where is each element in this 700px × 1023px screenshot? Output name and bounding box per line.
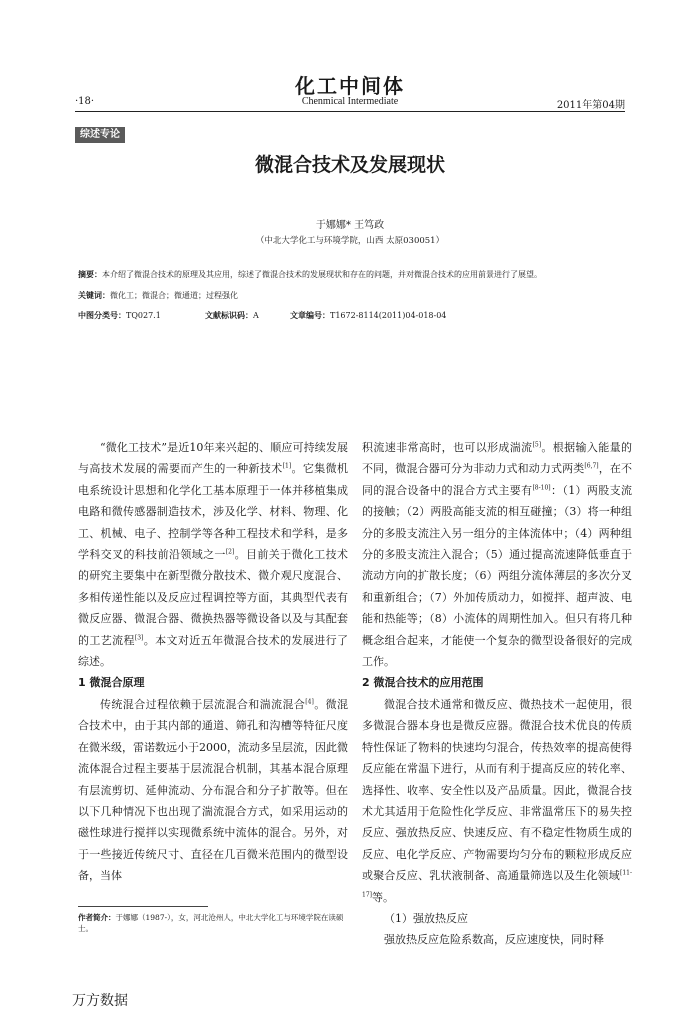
citation: [3] [134, 634, 144, 641]
watermark: 万方数据 [72, 993, 128, 1009]
running-header [75, 94, 625, 112]
section1-text-b: 。微混合技术中，由于其内部的通道、筛孔和沟槽等特征尺度在微米级，雷诺数远小于2000，流动多呈层流，因此微流体混合过程主要基于层流混合机制，其基本混合原理有层流剪切、延伸流动、分布混合和分子扩散等。但在以下几种情况下也出现了湍流混合方式，如采用运动的磁性球进行搅拌以实现微系统中流体的混合。另外，对于一些接近传统尺寸、直径在几百微米范围内的微型设备，当体 [78, 697, 349, 883]
citation: [2] [225, 548, 235, 556]
intro-text-3: 。目前关于微化工技术的研究主要集中在新型微分散技术、微介观尺度混合、多相传递性能以及反应过程调控等方面，其典型代表有微反应器、微混合器、微换热器等微设备以及与其配套的工艺流程 [78, 548, 349, 647]
continued-text-a: 积流速非常高时，也可以形成湍流 [362, 441, 533, 454]
subsection1-paragraph: 强放热反应危险系数高，反应速度快，同时释 [384, 933, 604, 947]
doc-code-label: 文献标识码： [205, 311, 253, 320]
section1-text-a: 传统混合过程依赖于层流混合和湍流混合 [100, 697, 306, 711]
footnote-label: 作者简介： [78, 913, 116, 922]
section-heading-2: 2 微混合技术的应用范围 [362, 676, 484, 690]
subsection-heading-1: （1）强放热反应 [384, 911, 468, 925]
citation: [6,7] [584, 462, 599, 470]
left-column [78, 437, 348, 887]
continued-text-d: ：（1）两股支流的接触；（2）两股高能支流的相互碰撞；（3）将一种组分的多股支流注入另一组分的主体流体中；（4）两种组分的多股支流注入混合；（5）通过提高流速降低垂直于流动方向的扩散长度；（6）两组分流体薄层的多次分叉和重新组合；（7）外加传质动力，如搅拌、超声波、电能和热能等；（8）小流体的周期性加入。但只有将几种概念组合起来，才能使一个复杂的微型设备很好的完成工作。 [362, 483, 633, 669]
journal-english-name: Chenmical Intermediate [301, 96, 399, 107]
section1-continued [362, 437, 632, 672]
abstract-text: 本介绍了微混合技术的原理及其应用，综述了微混合技术的发展现状和存在的问题，并对微混合技术的应用前景进行了展望。 [102, 270, 542, 279]
article-number-value: T1672-8114(2011)04-018-04 [330, 311, 447, 320]
clc-label: 中图分类号： [78, 311, 126, 320]
keywords-text: 微化工；微混合；微通道；过程强化 [110, 291, 238, 300]
header-rule [75, 111, 625, 112]
citation: [4] [305, 698, 314, 706]
intro-text-1: “微化工技术”是近10年来兴起的、顺应可持续发展与高技术发展的需要而产生的一种新技术 [78, 441, 348, 476]
right-column [362, 437, 632, 951]
continued-text-c: ，在不同的混合设备中的混合方式主要有 [362, 462, 633, 497]
citation: [1] [282, 462, 292, 470]
author-footnote [78, 912, 350, 934]
keywords [78, 290, 626, 301]
continued-text-b: 。根据输入能量的不同，微混合器可分为非动力式和动力式两类 [362, 441, 633, 476]
section-tag: 综述专论 [75, 127, 125, 143]
section1-paragraph [78, 694, 348, 887]
doc-code-value: A [253, 311, 259, 320]
keywords-label: 关键词： [78, 291, 110, 300]
page-number: ·18· [75, 96, 95, 107]
footnote-rule [78, 906, 208, 907]
intro-paragraph [78, 437, 348, 672]
section2-text-b: 等。 [371, 890, 394, 904]
classification-line [78, 310, 626, 321]
issue-label: 2011年第04期 [556, 100, 625, 111]
clc-value: TQ027.1 [126, 311, 161, 320]
citation: [8-10] [532, 484, 551, 492]
intro-text-4: 。本文对近五年微混合技术的发展进行了综述。 [78, 633, 349, 669]
intro-text-2: 。它集微机电系统设计思想和化学化工基本原理于一体并移植集成电路和微传感器制造技术，涉及化学、材料、物理、化工、机械、电子、控制学等各种工程技术和学科，是多学科交叉的科技前沿领域之一 [78, 462, 349, 562]
authors: 于娜娜* 王笃政 [315, 220, 385, 231]
abstract-label: 摘要： [78, 270, 102, 279]
affiliation: （中北大学化工与环境学院，山西 太原030051） [255, 236, 445, 246]
journal-title: 化工中间体 [295, 74, 405, 98]
footnote-text: 于娜娜（1987-），女，河北沧州人，中北大学化工与环境学院在读硕士。 [78, 913, 344, 933]
paper-title: 微混合技术及发展现状 [254, 154, 445, 176]
section-heading-1: 1 微混合原理 [78, 676, 145, 690]
citation: [11-17] [362, 869, 632, 898]
section2-text-a: 微混合技术通常和微反应、微热技术一起使用，很多微混合器本身也是微反应器。微混合技术优良的传质特性保证了物料的快速均匀混合，传热效率的提高使得反应能在常温下进行，从而有利于提高反应的转化率、选择性、收率、安全性以及产品质量。因此，微混合技术尤其适用于危险性化学反应、非常温常压下的易失控反应、强放热反应、快速反应、有不稳定性物质生成的反应、电化学反应、产物需要均匀分布的颗粒形成反应或聚合反应、乳状液制备、高通量筛选以及生化领域 [362, 697, 632, 883]
article-number-label: 文章编号： [290, 311, 330, 320]
citation: [5] [532, 441, 542, 449]
section2-paragraph [362, 694, 632, 908]
abstract [78, 269, 626, 280]
